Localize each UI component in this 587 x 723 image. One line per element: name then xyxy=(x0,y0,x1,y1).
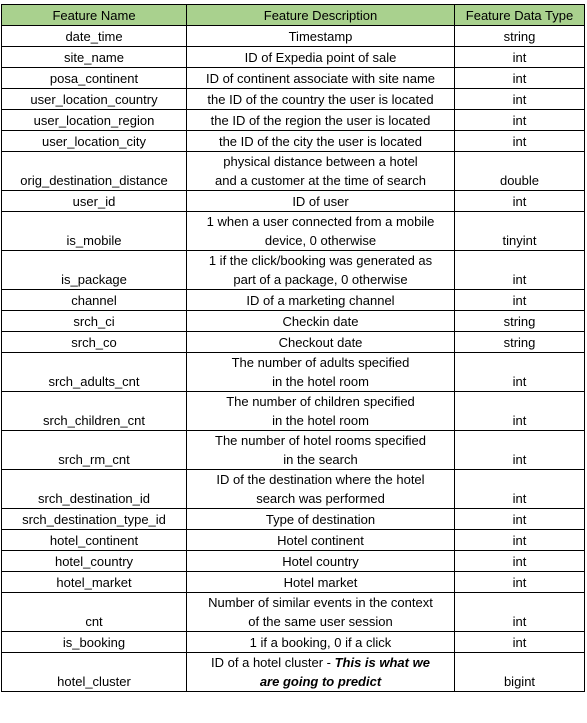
description-line: part of a package, 0 otherwise xyxy=(233,272,408,287)
feature-type-cell: string xyxy=(455,311,585,332)
description-line: The number of adults specified xyxy=(231,355,410,370)
feature-description-cell xyxy=(187,152,455,191)
feature-name-cell: srch_rm_cnt xyxy=(2,431,187,470)
feature-name-cell: orig_destination_distance xyxy=(2,152,187,191)
description-line: device, 0 otherwise xyxy=(264,233,377,248)
description-line: 1 when a user connected from a mobile xyxy=(206,214,435,229)
feature-description-cell xyxy=(187,593,455,632)
feature-name-cell: user_location_city xyxy=(2,131,187,152)
feature-name-cell: srch_children_cnt xyxy=(2,392,187,431)
table-row xyxy=(2,131,585,152)
feature-type-cell: int xyxy=(455,191,585,212)
feature-type-cell: int xyxy=(455,110,585,131)
description-line: The number of hotel rooms specified xyxy=(215,433,426,448)
header-feature-name: Feature Name xyxy=(2,5,187,26)
description-line: of the same user session xyxy=(248,614,393,629)
feature-name-cell: srch_destination_id xyxy=(2,470,187,509)
table-row xyxy=(2,68,585,89)
feature-name-cell: hotel_cluster xyxy=(2,653,187,692)
description-line: 1 if the click/booking was generated as xyxy=(208,253,433,268)
description-line: physical distance between a hotel xyxy=(223,154,418,169)
feature-description-cell xyxy=(187,431,455,470)
feature-type-cell: int xyxy=(455,551,585,572)
header-row xyxy=(2,5,585,26)
table-row xyxy=(2,392,585,431)
feature-name-cell: srch_adults_cnt xyxy=(2,353,187,392)
feature-name-cell: user_id xyxy=(2,191,187,212)
feature-type-cell: tinyint xyxy=(455,212,585,251)
table-row xyxy=(2,653,585,692)
feature-name-cell: date_time xyxy=(2,26,187,47)
table-row xyxy=(2,530,585,551)
feature-type-cell: string xyxy=(455,332,585,353)
feature-name-cell: srch_destination_type_id xyxy=(2,509,187,530)
table-row xyxy=(2,572,585,593)
feature-type-cell: int xyxy=(455,47,585,68)
feature-name-cell: posa_continent xyxy=(2,68,187,89)
description-line: Number of similar events in the context xyxy=(208,595,433,610)
table-row xyxy=(2,332,585,353)
feature-description-cell: 1 if a booking, 0 if a click xyxy=(187,632,455,653)
feature-description-cell xyxy=(187,653,455,692)
description-line: in the search xyxy=(283,452,358,467)
feature-description-cell xyxy=(187,251,455,290)
table-row xyxy=(2,551,585,572)
feature-description-cell xyxy=(187,353,455,392)
feature-description-cell: ID of user xyxy=(187,191,455,212)
table-row xyxy=(2,212,585,251)
feature-type-cell: int xyxy=(455,89,585,110)
table-row xyxy=(2,353,585,392)
feature-description-cell xyxy=(187,470,455,509)
description-line xyxy=(190,653,451,672)
header-feature-description: Feature Description xyxy=(187,5,455,26)
table-row xyxy=(2,632,585,653)
feature-type-cell: int xyxy=(455,353,585,392)
feature-type-cell: int xyxy=(455,509,585,530)
description-line: search was performed xyxy=(256,491,385,506)
feature-description-cell xyxy=(187,212,455,251)
feature-name-cell: srch_co xyxy=(2,332,187,353)
feature-name-cell: site_name xyxy=(2,47,187,68)
table-row xyxy=(2,26,585,47)
feature-description-cell: Hotel country xyxy=(187,551,455,572)
description-line: and a customer at the time of search xyxy=(215,173,426,188)
feature-description-cell: Hotel continent xyxy=(187,530,455,551)
feature-type-cell: int xyxy=(455,392,585,431)
feature-name-cell: is_booking xyxy=(2,632,187,653)
feature-name-cell: channel xyxy=(2,290,187,311)
table-row xyxy=(2,152,585,191)
feature-name-cell: user_location_country xyxy=(2,89,187,110)
feature-description-cell: Checkin date xyxy=(187,311,455,332)
feature-description-cell: ID of a marketing channel xyxy=(187,290,455,311)
table-row xyxy=(2,251,585,290)
feature-type-cell: int xyxy=(455,632,585,653)
table-row xyxy=(2,431,585,470)
feature-name-cell: user_location_region xyxy=(2,110,187,131)
feature-name-cell: hotel_market xyxy=(2,572,187,593)
feature-type-cell: string xyxy=(455,26,585,47)
feature-description-cell: Checkout date xyxy=(187,332,455,353)
feature-description-cell: the ID of the city the user is located xyxy=(187,131,455,152)
feature-name-cell: srch_ci xyxy=(2,311,187,332)
feature-type-cell: bigint xyxy=(455,653,585,692)
feature-description-cell: Hotel market xyxy=(187,572,455,593)
table-row xyxy=(2,110,585,131)
header-feature-data-type: Feature Data Type xyxy=(455,5,585,26)
description-text: ID of a hotel cluster - xyxy=(211,655,335,670)
feature-type-cell: int xyxy=(455,530,585,551)
table-row xyxy=(2,593,585,632)
description-line: in the hotel room xyxy=(272,374,369,389)
feature-description-cell: ID of continent associate with site name xyxy=(187,68,455,89)
emphasis-text: This is what we xyxy=(334,655,430,670)
feature-name-cell: hotel_country xyxy=(2,551,187,572)
feature-type-cell: int xyxy=(455,251,585,290)
feature-type-cell: int xyxy=(455,572,585,593)
emphasis-text: are going to predict xyxy=(259,674,382,689)
feature-type-cell: int xyxy=(455,68,585,89)
feature-type-cell: double xyxy=(455,152,585,191)
feature-type-cell: int xyxy=(455,290,585,311)
description-line: The number of children specified xyxy=(226,394,415,409)
table-row xyxy=(2,311,585,332)
feature-name-cell: hotel_continent xyxy=(2,530,187,551)
table-row xyxy=(2,47,585,68)
table-row xyxy=(2,509,585,530)
feature-description-cell: ID of Expedia point of sale xyxy=(187,47,455,68)
feature-name-cell: is_package xyxy=(2,251,187,290)
table-row xyxy=(2,191,585,212)
feature-description-cell xyxy=(187,392,455,431)
feature-type-cell: int xyxy=(455,431,585,470)
feature-type-cell: int xyxy=(455,131,585,152)
feature-type-cell: int xyxy=(455,470,585,509)
feature-type-cell: int xyxy=(455,593,585,632)
description-line: ID of the destination where the hotel xyxy=(216,472,425,487)
feature-table xyxy=(1,4,585,692)
table-row xyxy=(2,89,585,110)
feature-name-cell: cnt xyxy=(2,593,187,632)
description-line: in the hotel room xyxy=(272,413,369,428)
table-row xyxy=(2,470,585,509)
feature-description-cell: Timestamp xyxy=(187,26,455,47)
table-row xyxy=(2,290,585,311)
feature-description-cell: the ID of the country the user is located xyxy=(187,89,455,110)
feature-description-cell: Type of destination xyxy=(187,509,455,530)
feature-name-cell: is_mobile xyxy=(2,212,187,251)
feature-description-cell: the ID of the region the user is located xyxy=(187,110,455,131)
